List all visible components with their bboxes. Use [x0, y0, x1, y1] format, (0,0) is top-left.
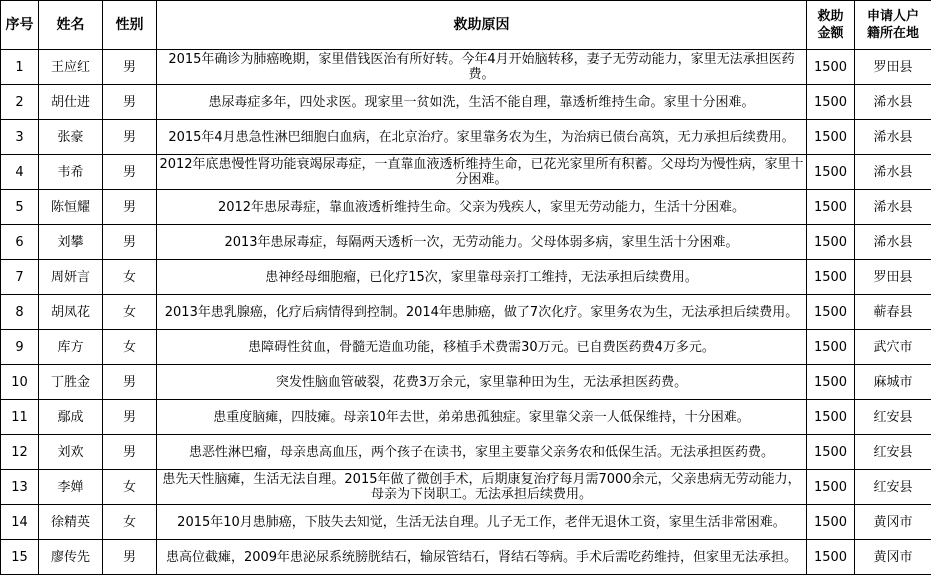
cell-gender: 男: [103, 365, 157, 400]
cell-name: 胡凤花: [39, 295, 103, 330]
cell-gender: 女: [103, 330, 157, 365]
cell-amount: 1500: [807, 50, 855, 85]
header-row: [1, 1, 931, 50]
cell-amount: 1500: [807, 330, 855, 365]
cell-reason: 2012年底患慢性肾功能衰竭尿毒症，一直靠血液透析维持生命，已花光家里所有积蓄。父母均为慢性病，家里十分困难。: [157, 155, 807, 190]
table-row: [1, 155, 931, 190]
cell-name: 鄢成: [39, 400, 103, 435]
cell-name: 周妍言: [39, 260, 103, 295]
cell-gender: 女: [103, 470, 157, 505]
cell-seq: 1: [1, 50, 39, 85]
cell-gender: 男: [103, 155, 157, 190]
cell-name: 李婵: [39, 470, 103, 505]
cell-name: 韦希: [39, 155, 103, 190]
cell-reason: 患重度脑瘫，四肢瘫。母亲10年去世，弟弟患孤独症。家里靠父亲一人低保维持，十分困难。: [157, 400, 807, 435]
cell-seq: 7: [1, 260, 39, 295]
cell-origin: 浠水县: [855, 190, 931, 225]
cell-amount: 1500: [807, 190, 855, 225]
cell-gender: 男: [103, 435, 157, 470]
cell-gender: 男: [103, 85, 157, 120]
cell-reason: 2012年患尿毒症，靠血液透析维持生命。父亲为残疾人，家里无劳动能力，生活十分困难。: [157, 190, 807, 225]
cell-gender: 男: [103, 50, 157, 85]
cell-amount: 1500: [807, 85, 855, 120]
cell-gender: 男: [103, 120, 157, 155]
cell-reason: 2013年患乳腺癌，化疗后病情得到控制。2014年患肺癌，做了7次化疗。家里务农为生，无法承担后续费用。: [157, 295, 807, 330]
cell-name: 廖传先: [39, 540, 103, 575]
cell-reason: 患尿毒症多年，四处求医。现家里一贫如洗，生活不能自理，靠透析维持生命。家里十分困难。: [157, 85, 807, 120]
cell-gender: 男: [103, 190, 157, 225]
cell-reason: 2013年患尿毒症，每隔两天透析一次，无劳动能力。父母体弱多病，家里生活十分困难。: [157, 225, 807, 260]
cell-seq: 8: [1, 295, 39, 330]
cell-seq: 9: [1, 330, 39, 365]
table-row: [1, 330, 931, 365]
table-row: [1, 190, 931, 225]
cell-seq: 12: [1, 435, 39, 470]
cell-seq: 3: [1, 120, 39, 155]
cell-seq: 5: [1, 190, 39, 225]
cell-seq: 11: [1, 400, 39, 435]
cell-amount: 1500: [807, 225, 855, 260]
table-row: [1, 85, 931, 120]
cell-origin: 蕲春县: [855, 295, 931, 330]
cell-amount: 1500: [807, 120, 855, 155]
table-row: [1, 260, 931, 295]
cell-reason: 患恶性淋巴瘤，母亲患高血压，两个孩子在读书，家里主要靠父亲务农和低保生活。无法承担医药费。: [157, 435, 807, 470]
cell-origin: 浠水县: [855, 155, 931, 190]
table-row: [1, 295, 931, 330]
header-name: 姓名: [39, 1, 103, 50]
cell-origin: 浠水县: [855, 120, 931, 155]
table-row: [1, 365, 931, 400]
table-row: [1, 400, 931, 435]
cell-origin: 黄冈市: [855, 540, 931, 575]
cell-gender: 女: [103, 505, 157, 540]
cell-reason: 2015年10月患肺癌，下肢失去知觉，生活无法自理。儿子无工作，老伴无退休工资，家里生活非常困难。: [157, 505, 807, 540]
cell-reason: 2015年4月患急性淋巴细胞白血病，在北京治疗。家里靠务农为生，为治病已债台高筑，无力承担后续费用。: [157, 120, 807, 155]
cell-gender: 男: [103, 225, 157, 260]
cell-name: 刘欢: [39, 435, 103, 470]
cell-seq: 6: [1, 225, 39, 260]
table-row: [1, 225, 931, 260]
cell-gender: 女: [103, 260, 157, 295]
cell-reason: 患神经母细胞瘤，已化疗15次，家里靠母亲打工维持，无法承担后续费用。: [157, 260, 807, 295]
cell-name: 张豪: [39, 120, 103, 155]
table-row: [1, 470, 931, 505]
cell-name: 刘攀: [39, 225, 103, 260]
cell-name: 胡仕进: [39, 85, 103, 120]
cell-origin: 武穴市: [855, 330, 931, 365]
cell-origin: 红安县: [855, 400, 931, 435]
cell-name: 丁胜金: [39, 365, 103, 400]
cell-name: 陈恒耀: [39, 190, 103, 225]
cell-gender: 女: [103, 295, 157, 330]
header-gender: 性别: [103, 1, 157, 50]
cell-amount: 1500: [807, 435, 855, 470]
cell-seq: 4: [1, 155, 39, 190]
table-row: [1, 540, 931, 575]
header-amount: 救助 金额: [807, 1, 855, 50]
table-row: [1, 50, 931, 85]
cell-reason: 患障碍性贫血，骨髓无造血功能，移植手术费需30万元。已自费医药费4万多元。: [157, 330, 807, 365]
cell-amount: 1500: [807, 365, 855, 400]
cell-reason: 患高位截瘫，2009年患泌尿系统膀胱结石，输尿管结石，肾结石等病。手术后需吃药维持，但家里无法承担。: [157, 540, 807, 575]
cell-origin: 黄冈市: [855, 505, 931, 540]
cell-name: 徐精英: [39, 505, 103, 540]
cell-gender: 男: [103, 540, 157, 575]
cell-origin: 麻城市: [855, 365, 931, 400]
cell-amount: 1500: [807, 470, 855, 505]
header-origin: 申请人户 籍所在地: [855, 1, 931, 50]
cell-origin: 浠水县: [855, 225, 931, 260]
header-seq: 序号: [1, 1, 39, 50]
header-reason: 救助原因: [157, 1, 807, 50]
cell-amount: 1500: [807, 505, 855, 540]
cell-amount: 1500: [807, 155, 855, 190]
cell-origin: 红安县: [855, 470, 931, 505]
cell-amount: 1500: [807, 400, 855, 435]
table-row: [1, 505, 931, 540]
cell-name: 库方: [39, 330, 103, 365]
table-row: [1, 120, 931, 155]
cell-seq: 14: [1, 505, 39, 540]
cell-origin: 罗田县: [855, 50, 931, 85]
cell-amount: 1500: [807, 260, 855, 295]
cell-seq: 13: [1, 470, 39, 505]
cell-seq: 10: [1, 365, 39, 400]
cell-reason: 2015年确诊为肺癌晚期，家里借钱医治有所好转。今年4月开始脑转移，妻子无劳动能力，家里无法承担医药费。: [157, 50, 807, 85]
cell-origin: 红安县: [855, 435, 931, 470]
cell-gender: 男: [103, 400, 157, 435]
table-row: [1, 435, 931, 470]
cell-amount: 1500: [807, 540, 855, 575]
cell-origin: 罗田县: [855, 260, 931, 295]
cell-name: 王应红: [39, 50, 103, 85]
cell-origin: 浠水县: [855, 85, 931, 120]
cell-reason: 患先天性脑瘫，生活无法自理。2015年做了微创手术，后期康复治疗每月需7000余元，父亲患病无劳动能力，母亲为下岗职工。无法承担后续费用。: [157, 470, 807, 505]
cell-reason: 突发性脑血管破裂，花费3万余元，家里靠种田为生，无法承担医药费。: [157, 365, 807, 400]
cell-seq: 15: [1, 540, 39, 575]
cell-seq: 2: [1, 85, 39, 120]
cell-amount: 1500: [807, 295, 855, 330]
